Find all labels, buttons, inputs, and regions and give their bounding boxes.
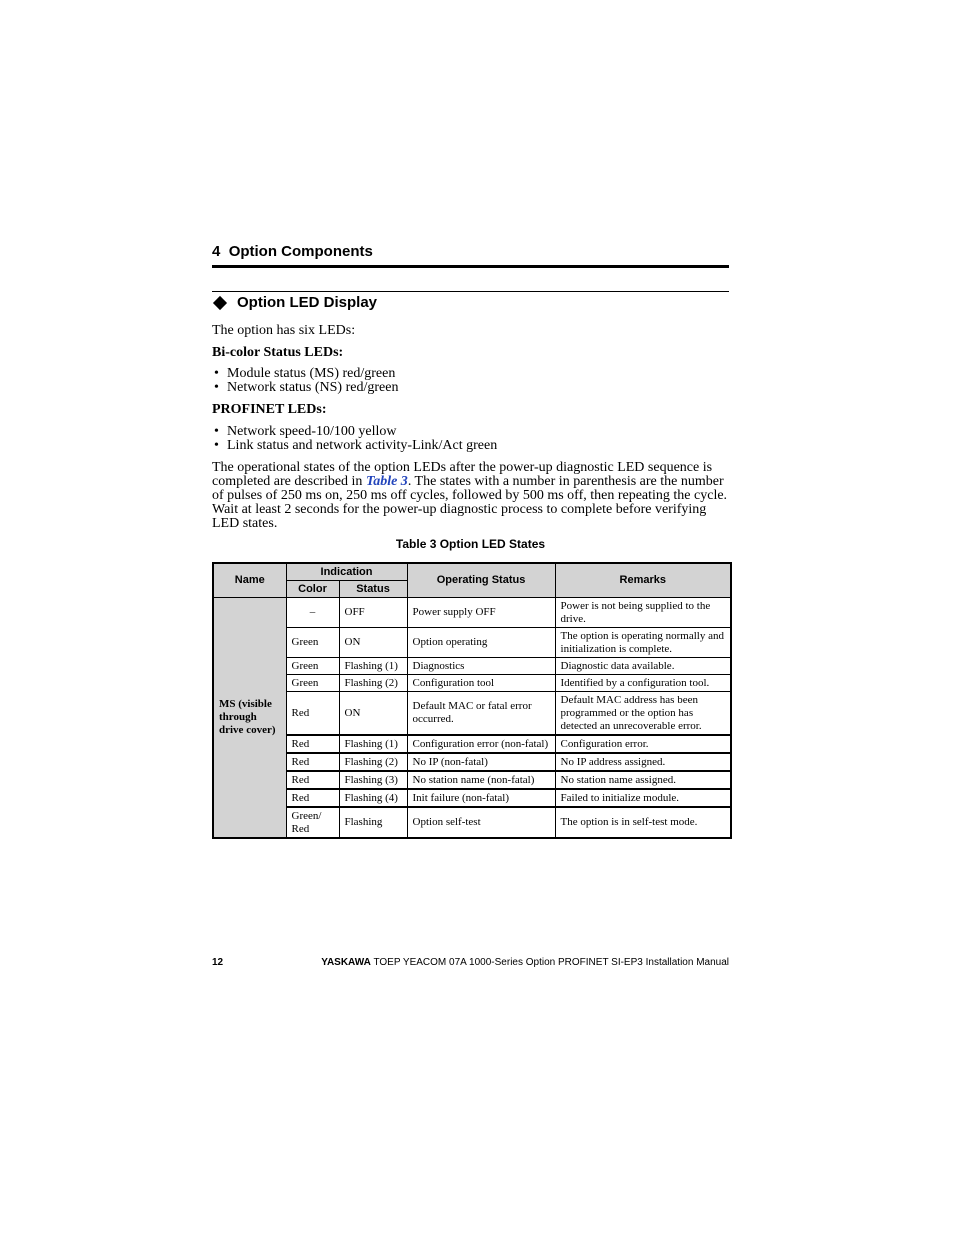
operating-cell: Option operating — [407, 628, 555, 658]
profinet-list — [212, 425, 497, 453]
operating-cell: Diagnostics — [407, 658, 555, 675]
operating-cell: No station name (non-fatal) — [407, 771, 555, 789]
color-cell: Red — [286, 753, 339, 771]
list-item-text: Link status and network activity-Link/Act green — [227, 438, 498, 453]
table-row — [213, 675, 731, 692]
remarks-cell: Diagnostic data available. — [555, 658, 731, 675]
table-row — [213, 628, 731, 658]
table-row — [213, 658, 731, 675]
color-cell: – — [286, 598, 339, 628]
color-cell: Red — [286, 789, 339, 807]
operating-cell: Default MAC or fatal error occurred. — [407, 692, 555, 736]
list-item-text: Module status (MS) red/green — [227, 366, 396, 381]
color-cell: Red — [286, 735, 339, 753]
operating-cell: Configuration error (non-fatal) — [407, 735, 555, 753]
chapter-heading — [212, 243, 729, 260]
color-cell: Green — [286, 658, 339, 675]
bullet-icon: • — [214, 366, 219, 381]
status-cell: Flashing (3) — [339, 771, 407, 789]
status-cell: Flashing (1) — [339, 658, 407, 675]
section-heading — [212, 294, 729, 311]
status-cell: Flashing (2) — [339, 753, 407, 771]
profinet-heading: PROFINET LEDs: — [212, 402, 327, 417]
chapter-title: Option Components — [228, 243, 373, 260]
diamond-bullet-icon — [213, 295, 227, 309]
color-cell: Green — [286, 675, 339, 692]
chapter-number: 4 — [212, 243, 221, 260]
remarks-cell: The option is operating normally and initialization is complete. — [555, 628, 731, 658]
operating-cell: Init failure (non-fatal) — [407, 789, 555, 807]
remarks-cell: No station name assigned. — [555, 771, 731, 789]
color-cell: Red — [286, 692, 339, 736]
color-cell: Green/ Red — [286, 807, 339, 838]
list-item-text: Network speed-10/100 yellow — [227, 424, 397, 439]
manual-title — [321, 957, 729, 968]
description-paragraph — [212, 461, 729, 531]
table-row — [213, 789, 731, 807]
remarks-cell: No IP address assigned. — [555, 753, 731, 771]
remarks-cell: Failed to initialize module. — [555, 789, 731, 807]
table-row — [213, 598, 731, 628]
header-color: Color — [286, 581, 339, 598]
chapter-rule — [212, 265, 729, 268]
manual-title-text: TOEP YEACOM 07A 1000-Series Option PROFINET SI-EP3 Installation Manual — [373, 957, 729, 968]
remarks-cell: Configuration error. — [555, 735, 731, 753]
list-item — [212, 425, 497, 439]
remarks-cell: Power is not being supplied to the drive. — [555, 598, 731, 628]
header-operating-status: Operating Status — [407, 563, 555, 598]
header-remarks: Remarks — [555, 563, 731, 598]
table-row — [213, 807, 731, 838]
color-cell: Green — [286, 628, 339, 658]
status-cell: Flashing — [339, 807, 407, 838]
status-cell: ON — [339, 628, 407, 658]
color-cell: Red — [286, 771, 339, 789]
operating-cell: Option self-test — [407, 807, 555, 838]
status-cell: ON — [339, 692, 407, 736]
table-caption: Table 3 Option LED States — [395, 537, 546, 551]
header-indication: Indication — [286, 563, 407, 581]
table-row — [213, 692, 731, 736]
led-states-table — [212, 562, 732, 839]
remarks-cell: Default MAC address has been programmed or the option has detected an unrecoverable error. — [555, 692, 731, 736]
table-3-link[interactable]: Table 3 — [365, 474, 408, 489]
bullet-icon: • — [214, 424, 219, 439]
section-rule — [212, 291, 729, 292]
page-number: 12 — [212, 957, 224, 968]
bicolor-heading: Bi-color Status LEDs: — [212, 345, 344, 360]
operating-cell: Power supply OFF — [407, 598, 555, 628]
status-cell: OFF — [339, 598, 407, 628]
bullet-icon: • — [214, 438, 219, 453]
paragraph-text-end: . The states with a number in parenthesis are the number of pulses of 250 ms on, 250 ms off cycles, followed by 500 ms off, then repeating the cycle. Wait at least 2 seconds for the power-up diagnostic process to complete before verifying LED states. — [212, 474, 728, 531]
header-name: Name — [213, 563, 286, 598]
list-item — [212, 381, 398, 395]
bullet-icon: • — [214, 380, 219, 395]
section-title: Option LED Display — [237, 294, 378, 311]
list-item — [212, 367, 398, 381]
list-item-text: Network status (NS) red/green — [227, 380, 399, 395]
table-row — [213, 753, 731, 771]
remarks-cell: The option is in self-test mode. — [555, 807, 731, 838]
status-cell: Flashing (2) — [339, 675, 407, 692]
table-row — [213, 735, 731, 753]
intro-text: The option has six LEDs: — [212, 323, 356, 338]
paragraph-text-start: The operational states of the option LEDs after the power-up diagnostic LED sequence is completed are described in — [212, 460, 713, 489]
status-cell: Flashing (4) — [339, 789, 407, 807]
brand-name: YASKAWA — [321, 957, 371, 968]
status-cell: Flashing (1) — [339, 735, 407, 753]
bicolor-list — [212, 367, 398, 395]
operating-cell: Configuration tool — [407, 675, 555, 692]
header-status: Status — [339, 581, 407, 598]
table-row — [213, 771, 731, 789]
list-item — [212, 439, 497, 453]
operating-cell: No IP (non-fatal) — [407, 753, 555, 771]
remarks-cell: Identified by a configuration tool. — [555, 675, 731, 692]
name-cell: MS (visible through drive cover) — [213, 598, 286, 839]
